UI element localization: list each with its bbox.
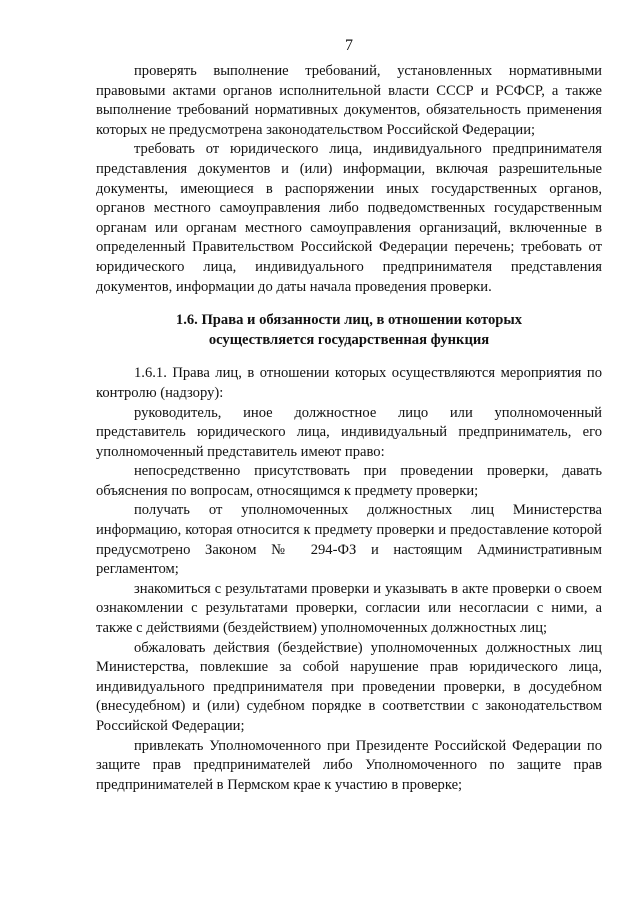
section-heading xyxy=(96,311,602,350)
paragraph-receive-information: получать от уполномоченных должностных лиц Министерства информацию, которая относится к предмету проверки и предоставление которой предусмотрено Законом № 294-ФЗ и настоящим Административным регламентом; xyxy=(96,502,602,578)
section-heading-line-2: осуществляется государственная функция xyxy=(208,331,490,348)
paragraph-involve-ombudsman: привлекать Уполномоченного при Президенте Российской Федерации по защите прав предпринимателей либо Уполномоченного по защите прав предпринимателей в Пермском крае к участию в проверке; xyxy=(96,737,602,793)
paragraph-verify-requirements: проверять выполнение требований, установленных нормативными правовыми актами органов исполнительной власти СССР и РСФСР, а также выполнение требований нормативных документов, обязательность применения которых не предусмотрена законодательством Российской Федерации; xyxy=(96,63,602,138)
section-heading-line-1: 1.6. Права и обязанности лиц, в отношении которых xyxy=(175,312,523,329)
paragraph-demand-documents: требовать от юридического лица, индивидуального предпринимателя представления документов и (или) информации, включая разрешительные документы, имеющиеся в распоряжении иных государственных органов, органов местного самоуправления либо подведомственных государственным органам или органам местного самоуправления организаций, включенные в определенный Правительством Российской Федерации перечень; требовать от юридического лица, индивидуального предпринимателя представления документов, информации до даты начала проведения проверки. xyxy=(96,141,602,295)
page-number: 7 xyxy=(345,37,353,54)
paragraph-attend-inspection: непосредственно присутствовать при проведении проверки, давать объяснения по вопросам, относящимся к предмету проверки; xyxy=(96,463,602,499)
paragraph-appeal-actions: обжаловать действия (бездействие) уполномоченных должностных лиц Министерства, повлекшие за собой нарушение прав юридического лица, индивидуального предпринимателя при проведении проверки, в досудебном (внесудебном) и (или) судебном порядке в соответствии с законодательством Российской Федерации; xyxy=(96,639,602,734)
paragraph-rights-intro: 1.6.1. Права лиц, в отношении которых осуществляются мероприятия по контролю (надзору): xyxy=(96,365,602,401)
paragraph-representatives-rights: руководитель, иное должностное лицо или уполномоченный представитель юридического лица, индивидуальный предприниматель, его уполномоченный представитель имеют право: xyxy=(96,404,602,460)
paragraph-review-results: знакомиться с результатами проверки и указывать в акте проверки о своем ознакомлении с результатами проверки, согласии или несогласии с ними, а также с действиями (бездействием) уполномоченных должностных лиц; xyxy=(96,580,602,637)
document-body xyxy=(96,62,602,795)
